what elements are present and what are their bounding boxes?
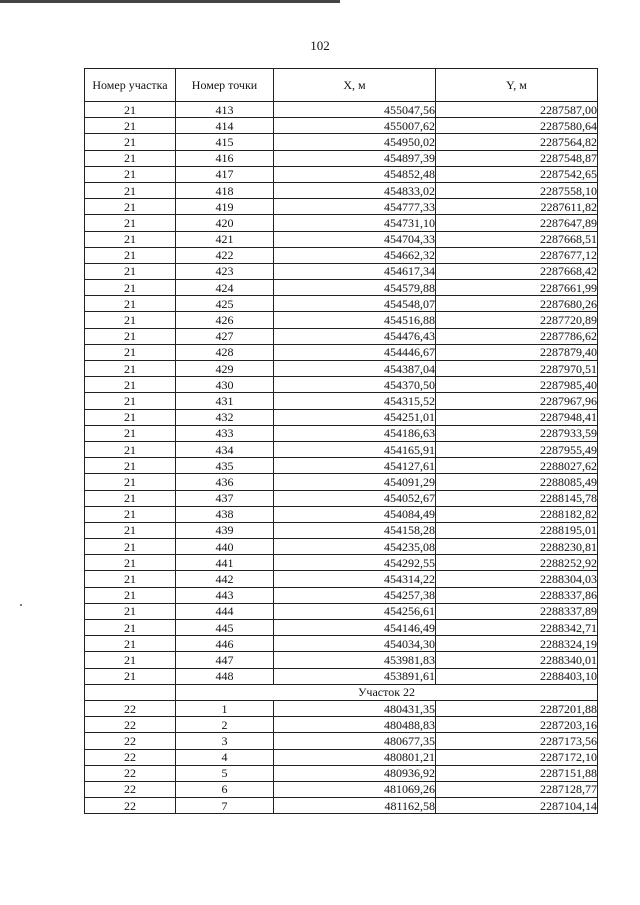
table-row	[85, 296, 598, 312]
table-row	[85, 717, 598, 733]
table-row	[85, 571, 598, 587]
table-row	[85, 441, 598, 457]
cell-x: 455047,56	[274, 102, 436, 118]
cell-x: 480431,35	[274, 700, 436, 716]
cell-y: 2288027,62	[436, 458, 598, 474]
cell-y: 2287967,96	[436, 393, 598, 409]
table-row	[85, 620, 598, 636]
table-row	[85, 539, 598, 555]
cell-plot-number: 21	[85, 328, 176, 344]
table-row	[85, 280, 598, 296]
cell-y: 2288324,19	[436, 636, 598, 652]
cell-plot-number: 21	[85, 425, 176, 441]
cell-point-number: 437	[176, 490, 274, 506]
cell-point-number: 422	[176, 247, 274, 263]
cell-y: 2287128,77	[436, 781, 598, 797]
cell-x: 480801,21	[274, 749, 436, 765]
table-header-row	[85, 69, 598, 102]
table-row	[85, 490, 598, 506]
section-row	[85, 684, 598, 700]
cell-y: 2287786,62	[436, 328, 598, 344]
cell-point-number: 417	[176, 166, 274, 182]
cell-y: 2288195,01	[436, 522, 598, 538]
cell-y: 2287948,41	[436, 409, 598, 425]
cell-point-number: 418	[176, 182, 274, 198]
cell-x: 454833,02	[274, 182, 436, 198]
table-row	[85, 199, 598, 215]
cell-x: 454476,43	[274, 328, 436, 344]
cell-y: 2288085,49	[436, 474, 598, 490]
cell-y: 2287203,16	[436, 717, 598, 733]
cell-plot-number: 21	[85, 182, 176, 198]
table-row	[85, 603, 598, 619]
cell-y: 2287879,40	[436, 344, 598, 360]
cell-point-number: 419	[176, 199, 274, 215]
cell-point-number: 425	[176, 296, 274, 312]
cell-point-number: 4	[176, 749, 274, 765]
cell-x: 455007,62	[274, 118, 436, 134]
scan-speck	[20, 604, 22, 606]
cell-x: 453891,61	[274, 668, 436, 684]
cell-point-number: 434	[176, 441, 274, 457]
cell-y: 2288403,10	[436, 668, 598, 684]
cell-plot-number: 21	[85, 620, 176, 636]
cell-plot-number: 21	[85, 603, 176, 619]
cell-point-number: 423	[176, 263, 274, 279]
cell-x: 454186,63	[274, 425, 436, 441]
cell-plot-number: 21	[85, 215, 176, 231]
cell-plot-number: 21	[85, 263, 176, 279]
table-row	[85, 263, 598, 279]
cell-x: 454251,01	[274, 409, 436, 425]
cell-point-number: 414	[176, 118, 274, 134]
cell-x: 454370,50	[274, 377, 436, 393]
header-x: X, м	[274, 69, 436, 102]
cell-y: 2287680,26	[436, 296, 598, 312]
table-row	[85, 781, 598, 797]
cell-plot-number: 21	[85, 490, 176, 506]
cell-x: 454662,32	[274, 247, 436, 263]
table-row	[85, 312, 598, 328]
cell-point-number: 420	[176, 215, 274, 231]
cell-point-number: 445	[176, 620, 274, 636]
table-row	[85, 247, 598, 263]
cell-y: 2288304,03	[436, 571, 598, 587]
cell-x: 454127,61	[274, 458, 436, 474]
cell-plot-number: 21	[85, 587, 176, 603]
cell-plot-number: 21	[85, 636, 176, 652]
table-row	[85, 555, 598, 571]
cell-point-number: 442	[176, 571, 274, 587]
cell-x: 454158,28	[274, 522, 436, 538]
cell-y: 2287611,82	[436, 199, 598, 215]
cell-y: 2288145,78	[436, 490, 598, 506]
cell-x: 454146,49	[274, 620, 436, 636]
header-y: Y, м	[436, 69, 598, 102]
cell-point-number: 428	[176, 344, 274, 360]
cell-plot-number: 21	[85, 571, 176, 587]
cell-point-number: 435	[176, 458, 274, 474]
cell-plot-number: 22	[85, 733, 176, 749]
cell-x: 454852,48	[274, 166, 436, 182]
cell-plot-number: 21	[85, 312, 176, 328]
cell-plot-number: 21	[85, 409, 176, 425]
cell-y: 2288337,89	[436, 603, 598, 619]
cell-y: 2288337,86	[436, 587, 598, 603]
table-row	[85, 166, 598, 182]
cell-y: 2287985,40	[436, 377, 598, 393]
cell-y: 2287201,88	[436, 700, 598, 716]
table-row	[85, 458, 598, 474]
table-row	[85, 409, 598, 425]
table-row	[85, 668, 598, 684]
cell-point-number: 3	[176, 733, 274, 749]
cell-x: 454731,10	[274, 215, 436, 231]
table-row	[85, 393, 598, 409]
cell-plot-number: 21	[85, 344, 176, 360]
cell-point-number: 424	[176, 280, 274, 296]
table-row	[85, 377, 598, 393]
cell-x: 454315,52	[274, 393, 436, 409]
cell-point-number: 415	[176, 134, 274, 150]
cell-point-number: 444	[176, 603, 274, 619]
cell-plot-number: 21	[85, 296, 176, 312]
cell-x: 454052,67	[274, 490, 436, 506]
table-row	[85, 587, 598, 603]
cell-y: 2288252,92	[436, 555, 598, 571]
table-row	[85, 700, 598, 716]
cell-x: 481069,26	[274, 781, 436, 797]
cell-y: 2287580,64	[436, 118, 598, 134]
table-row	[85, 134, 598, 150]
cell-plot-number: 21	[85, 102, 176, 118]
cell-point-number: 7	[176, 798, 274, 814]
cell-y: 2287173,56	[436, 733, 598, 749]
cell-x: 454897,39	[274, 150, 436, 166]
cell-plot-number: 22	[85, 781, 176, 797]
cell-point-number: 6	[176, 781, 274, 797]
cell-plot-number: 21	[85, 652, 176, 668]
cell-plot-number: 21	[85, 441, 176, 457]
cell-y: 2287587,00	[436, 102, 598, 118]
table-row	[85, 749, 598, 765]
page-number: 102	[310, 38, 330, 53]
table-row	[85, 425, 598, 441]
cell-x: 454314,22	[274, 571, 436, 587]
cell-point-number: 431	[176, 393, 274, 409]
cell-x: 454516,88	[274, 312, 436, 328]
cell-point-number: 446	[176, 636, 274, 652]
table-row	[85, 150, 598, 166]
cell-plot-number: 21	[85, 134, 176, 150]
cell-x: 454257,38	[274, 587, 436, 603]
cell-x: 481162,58	[274, 798, 436, 814]
table-row	[85, 102, 598, 118]
table-row	[85, 522, 598, 538]
section-title: Участок 22	[176, 684, 598, 700]
table-body	[85, 102, 598, 814]
cell-point-number: 443	[176, 587, 274, 603]
cell-x: 454292,55	[274, 555, 436, 571]
cell-y: 2287647,89	[436, 215, 598, 231]
cell-y: 2287677,12	[436, 247, 598, 263]
table-row	[85, 215, 598, 231]
table-row	[85, 344, 598, 360]
table-row	[85, 118, 598, 134]
cell-y: 2287668,51	[436, 231, 598, 247]
cell-y: 2287564,82	[436, 134, 598, 150]
cell-plot-number: 21	[85, 280, 176, 296]
section-blank-cell	[85, 684, 176, 700]
cell-y: 2287720,89	[436, 312, 598, 328]
cell-plot-number: 21	[85, 555, 176, 571]
cell-y: 2287970,51	[436, 361, 598, 377]
cell-point-number: 430	[176, 377, 274, 393]
cell-x: 454548,07	[274, 296, 436, 312]
cell-plot-number: 21	[85, 506, 176, 522]
cell-x: 454387,04	[274, 361, 436, 377]
table-row	[85, 733, 598, 749]
table-row	[85, 652, 598, 668]
cell-plot-number: 21	[85, 539, 176, 555]
cell-plot-number: 22	[85, 798, 176, 814]
cell-plot-number: 21	[85, 199, 176, 215]
cell-x: 480677,35	[274, 733, 436, 749]
cell-plot-number: 22	[85, 700, 176, 716]
cell-point-number: 436	[176, 474, 274, 490]
cell-point-number: 421	[176, 231, 274, 247]
cell-point-number: 429	[176, 361, 274, 377]
cell-plot-number: 21	[85, 393, 176, 409]
table-row	[85, 765, 598, 781]
cell-x: 453981,83	[274, 652, 436, 668]
cell-plot-number: 21	[85, 231, 176, 247]
cell-x: 454235,08	[274, 539, 436, 555]
cell-point-number: 433	[176, 425, 274, 441]
cell-point-number: 2	[176, 717, 274, 733]
cell-point-number: 426	[176, 312, 274, 328]
cell-y: 2287151,88	[436, 765, 598, 781]
cell-y: 2287933,59	[436, 425, 598, 441]
cell-x: 454091,29	[274, 474, 436, 490]
cell-y: 2288230,81	[436, 539, 598, 555]
cell-y: 2287668,42	[436, 263, 598, 279]
header-point-number: Номер точки	[176, 69, 274, 102]
cell-plot-number: 21	[85, 247, 176, 263]
cell-point-number: 5	[176, 765, 274, 781]
cell-x: 480488,83	[274, 717, 436, 733]
header-plot-number: Номер участка	[85, 69, 176, 102]
top-edge-rule	[0, 0, 340, 3]
cell-point-number: 448	[176, 668, 274, 684]
cell-point-number: 440	[176, 539, 274, 555]
cell-x: 454034,30	[274, 636, 436, 652]
cell-y: 2287558,10	[436, 182, 598, 198]
cell-x: 454446,67	[274, 344, 436, 360]
cell-x: 454579,88	[274, 280, 436, 296]
table-row	[85, 361, 598, 377]
cell-x: 454084,49	[274, 506, 436, 522]
cell-plot-number: 21	[85, 118, 176, 134]
cell-point-number: 441	[176, 555, 274, 571]
table-row	[85, 506, 598, 522]
cell-point-number: 447	[176, 652, 274, 668]
cell-plot-number: 21	[85, 668, 176, 684]
cell-plot-number: 21	[85, 377, 176, 393]
table-row	[85, 231, 598, 247]
cell-plot-number: 22	[85, 717, 176, 733]
cell-plot-number: 21	[85, 522, 176, 538]
cell-point-number: 439	[176, 522, 274, 538]
table-row	[85, 474, 598, 490]
cell-x: 454777,33	[274, 199, 436, 215]
cell-y: 2288342,71	[436, 620, 598, 636]
cell-plot-number: 21	[85, 150, 176, 166]
cell-point-number: 427	[176, 328, 274, 344]
cell-y: 2288340,01	[436, 652, 598, 668]
cell-point-number: 416	[176, 150, 274, 166]
cell-plot-number: 22	[85, 765, 176, 781]
cell-y: 2287172,10	[436, 749, 598, 765]
table-row	[85, 636, 598, 652]
cell-x: 480936,92	[274, 765, 436, 781]
cell-plot-number: 21	[85, 458, 176, 474]
cell-x: 454617,34	[274, 263, 436, 279]
coordinates-table	[84, 68, 598, 814]
table-row	[85, 328, 598, 344]
cell-point-number: 432	[176, 409, 274, 425]
cell-y: 2287542,65	[436, 166, 598, 182]
cell-y: 2287955,49	[436, 441, 598, 457]
cell-plot-number: 21	[85, 474, 176, 490]
table-row	[85, 798, 598, 814]
cell-x: 454950,02	[274, 134, 436, 150]
cell-plot-number: 21	[85, 361, 176, 377]
cell-x: 454704,33	[274, 231, 436, 247]
cell-plot-number: 21	[85, 166, 176, 182]
cell-point-number: 1	[176, 700, 274, 716]
table-row	[85, 182, 598, 198]
cell-y: 2287548,87	[436, 150, 598, 166]
cell-y: 2287104,14	[436, 798, 598, 814]
cell-x: 454256,61	[274, 603, 436, 619]
cell-point-number: 438	[176, 506, 274, 522]
cell-y: 2288182,82	[436, 506, 598, 522]
cell-x: 454165,91	[274, 441, 436, 457]
cell-y: 2287661,99	[436, 280, 598, 296]
cell-plot-number: 22	[85, 749, 176, 765]
cell-point-number: 413	[176, 102, 274, 118]
